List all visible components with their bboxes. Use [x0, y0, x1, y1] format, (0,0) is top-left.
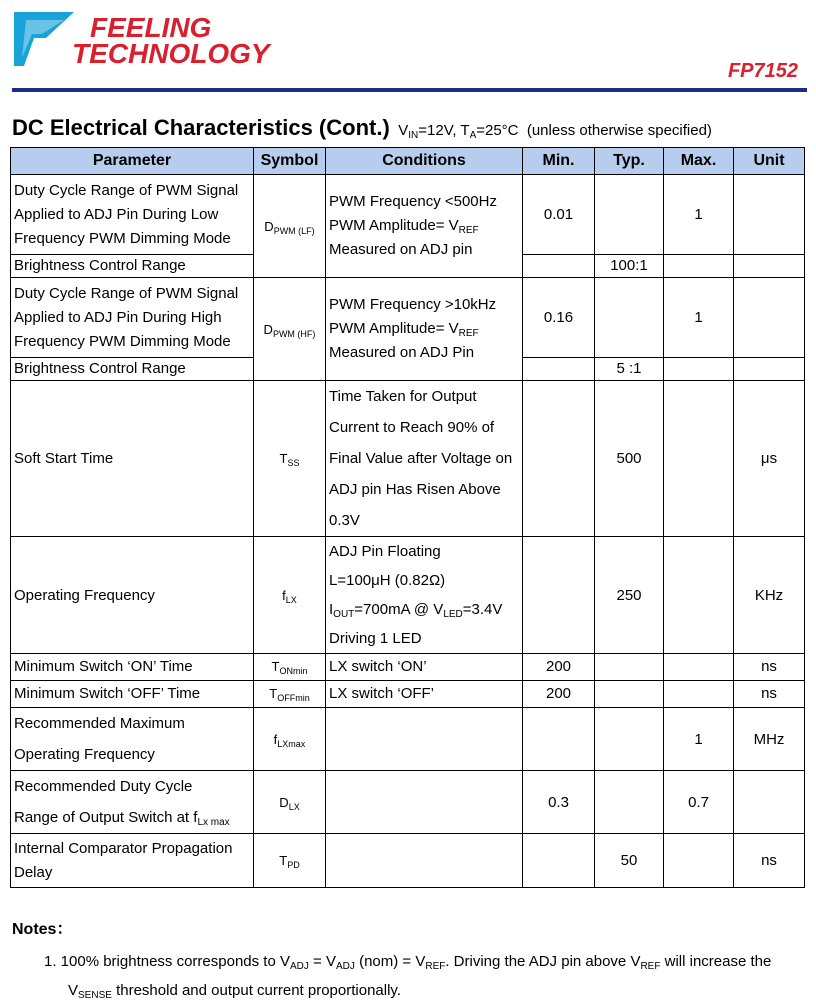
brand-name-line1: FEELING — [90, 12, 212, 43]
symbol-cell: $T_{PD}$ — [254, 834, 326, 888]
min-cell: 0.01 — [523, 175, 595, 255]
max-cell — [664, 255, 734, 278]
symbol-cell: $f_{LX}$ — [254, 537, 326, 654]
param-cell: Duty Cycle Range of PWM Signal Applied to ADJ Pin During High Frequency PWM Dimming Mode — [11, 278, 254, 358]
param-cell: Recommended Duty Cycle Range of Output Switch at $f_{Lx max}$ — [11, 771, 254, 834]
typ-cell — [595, 175, 664, 255]
company-logo — [12, 8, 282, 70]
param-cell: Minimum Switch ‘OFF’ Time — [11, 681, 254, 708]
min-cell: 0.3 — [523, 771, 595, 834]
typ-cell — [595, 681, 664, 708]
conditions-cell — [326, 834, 523, 888]
typ-cell — [595, 278, 664, 358]
table-row — [11, 834, 805, 888]
min-cell — [523, 834, 595, 888]
min-cell — [523, 537, 595, 654]
brand-name-line2: TECHNOLOGY — [72, 38, 270, 69]
typ-cell: 5 :1 — [595, 358, 664, 381]
min-cell: 200 — [523, 681, 595, 708]
symbol-cell: $D_{LX}$ — [254, 771, 326, 834]
typ-cell: 500 — [595, 381, 664, 537]
unit-cell — [734, 771, 805, 834]
param-cell: Brightness Control Range — [11, 358, 254, 381]
note-item: 1. 100% brightness corresponds to $V_{ADJ} = V_{ADJ}$ $(nom) = V_{REF}$. Driving the ADJ pin above $V_{REF}$ will increase the $V_{SENSE}$ threshold and output current proportionally. — [44, 953, 772, 1001]
conditions-cell: ADJ Pin Floating L=100μH (0.82Ω) $I_{OUT}=700mA$ @ $V_{LED}=3.4V$ Driving 1 LED — [326, 537, 523, 654]
min-cell: 0.16 — [523, 278, 595, 358]
max-cell — [664, 537, 734, 654]
table-row — [11, 654, 805, 681]
col-header-unit: Unit — [734, 148, 805, 175]
col-header-conditions: Conditions — [326, 148, 523, 175]
unit-cell: ns — [734, 681, 805, 708]
typ-cell: 250 — [595, 537, 664, 654]
max-cell: 1 — [664, 175, 734, 255]
unit-cell: KHz — [734, 537, 805, 654]
min-cell — [523, 708, 595, 771]
max-cell: 1 — [664, 708, 734, 771]
conditions-cell: LX switch ‘OFF’ — [326, 681, 523, 708]
max-cell — [664, 681, 734, 708]
table-row — [11, 681, 805, 708]
param-cell: Duty Cycle Range of PWM Signal Applied to ADJ Pin During Low Frequency PWM Dimming Mode — [11, 175, 254, 255]
col-header-max: Max. — [664, 148, 734, 175]
conditions-cell: PWM Frequency <500Hz PWM Amplitude= $V_{REF}$ Measured on ADJ pin — [326, 175, 523, 278]
unit-cell — [734, 278, 805, 358]
dc-characteristics-table — [10, 147, 805, 888]
table-row — [11, 175, 805, 255]
table-row — [11, 771, 805, 834]
min-cell — [523, 381, 595, 537]
col-header-min: Min. — [523, 148, 595, 175]
unit-cell — [734, 255, 805, 278]
test-conditions: $V_{IN}=12V$, $T_A=25^\circ C$ (unless otherwise specified) — [398, 122, 712, 141]
unit-cell: ns — [734, 834, 805, 888]
conditions-cell — [326, 771, 523, 834]
max-cell: 1 — [664, 278, 734, 358]
unit-cell — [734, 175, 805, 255]
col-header-typ: Typ. — [595, 148, 664, 175]
col-header-symbol: Symbol — [254, 148, 326, 175]
max-cell: 0.7 — [664, 771, 734, 834]
table-row — [11, 381, 805, 537]
min-cell — [523, 358, 595, 381]
unit-cell — [734, 358, 805, 381]
param-cell: Brightness Control Range — [11, 255, 254, 278]
typ-cell — [595, 708, 664, 771]
unit-cell: ns — [734, 654, 805, 681]
notes-title: Notes： — [12, 921, 73, 938]
table-header-row — [11, 148, 805, 175]
param-cell: Internal Comparator Propagation Delay — [11, 834, 254, 888]
param-cell: Recommended Maximum Operating Frequency — [11, 708, 254, 771]
conditions-cell: LX switch ‘ON’ — [326, 654, 523, 681]
table-row — [11, 278, 805, 358]
symbol-cell: $f_{LXmax}$ — [254, 708, 326, 771]
typ-cell — [595, 771, 664, 834]
table-row — [11, 537, 805, 654]
conditions-cell: PWM Frequency >10kHz PWM Amplitude= $V_{REF}$ Measured on ADJ Pin — [326, 278, 523, 381]
max-cell — [664, 834, 734, 888]
col-header-parameter: Parameter — [11, 148, 254, 175]
typ-cell — [595, 654, 664, 681]
param-cell: Operating Frequency — [11, 537, 254, 654]
min-cell — [523, 255, 595, 278]
conditions-cell: Time Taken for Output Current to Reach 90% of Final Value after Voltage on ADJ pin Has Risen Above 0.3V — [326, 381, 523, 537]
max-cell — [664, 358, 734, 381]
min-cell: 200 — [523, 654, 595, 681]
section-heading — [12, 115, 712, 141]
unit-cell: μs — [734, 381, 805, 537]
conditions-cell — [326, 708, 523, 771]
typ-cell: 50 — [595, 834, 664, 888]
symbol-cell: $D_{PWM (HF)}$ — [254, 278, 326, 381]
param-cell: Soft Start Time — [11, 381, 254, 537]
param-cell: Minimum Switch ‘ON’ Time — [11, 654, 254, 681]
symbol-cell: $T_{OFFmin}$ — [254, 681, 326, 708]
max-cell — [664, 654, 734, 681]
symbol-cell: $D_{PWM (LF)}$ — [254, 175, 326, 278]
section-title: DC Electrical Characteristics (Cont.) — [12, 115, 390, 140]
unit-cell: MHz — [734, 708, 805, 771]
typ-cell: 100:1 — [595, 255, 664, 278]
symbol-cell: $T_{SS}$ — [254, 381, 326, 537]
header-divider — [12, 88, 807, 92]
symbol-cell: $T_{ONmin}$ — [254, 654, 326, 681]
part-number: FP7152 — [727, 60, 798, 82]
max-cell — [664, 381, 734, 537]
table-row — [11, 708, 805, 771]
